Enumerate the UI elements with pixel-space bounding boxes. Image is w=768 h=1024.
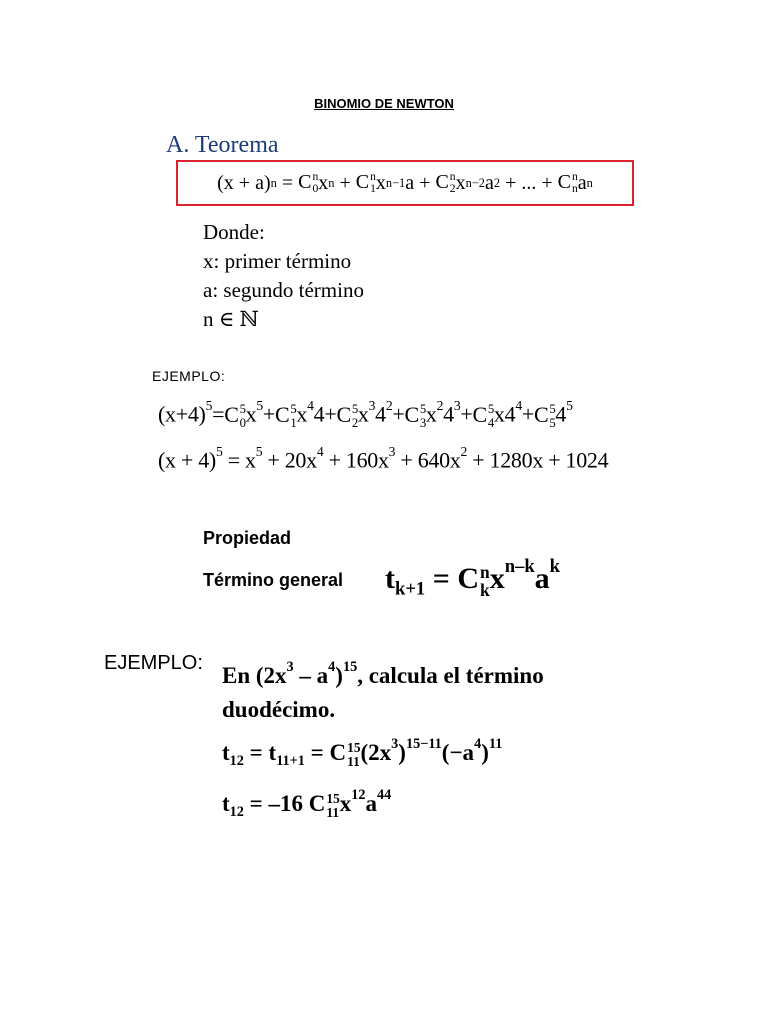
definitions-heading: Donde: [203, 220, 265, 244]
example-2-step-1: $t_{12} = t_{11+1} = C$ 15 11 $(2x^3)^{15-11}(-a^4)^{11}$ [222, 736, 503, 770]
page-title: BINOMIO DE NEWTON [314, 96, 454, 111]
definition-x: x: primer término [203, 249, 352, 273]
definition-a: a: segundo término [203, 278, 364, 302]
general-term-formula: $t_{k+1} = C$ n k $x^{n-k}a^k$ [385, 556, 561, 600]
example-2-step-2: $t_{12} = -16$ C 15 11 $x^{12}a^{44}$ [222, 787, 392, 821]
example-2-statement-cont: duodécimo. [222, 697, 336, 723]
comb-c1: C n 1 [355, 169, 376, 196]
section-title: Teorema [194, 132, 279, 158]
comb-cn: C n n [557, 169, 578, 196]
definition-n: n ∈ ℕ [203, 307, 259, 331]
example-1-expansion: $(x+4)^5=C$ 5 0 $x^5+C$ 5 1 $x^44+C$ 5 2 $x^34^2+C$ 5 3 $x^24^3+C$ 5 4 $x4^4+C$ 5 5 $4^5$ [158, 398, 573, 430]
example-2-content [222, 650, 662, 829]
theorem-formula-box: (x + a) n = C n 0 x n + C n 1 x n−1 a + C n 2 x n−2 a 2 + ... + C n n a n [176, 160, 634, 206]
section-heading [166, 132, 279, 159]
comb-c2: C n 2 [435, 169, 456, 196]
example-2-statement: En $(2x^3 - a^4)^{15}$, calcula el término [222, 659, 544, 689]
example-1-label: EJEMPLO: [152, 368, 226, 384]
property-label: Propiedad [203, 528, 292, 548]
general-term-label: Término general [203, 570, 344, 590]
example-2-label: EJEMPLO: [104, 652, 203, 674]
definitions-block [203, 218, 364, 334]
example-1-result: $(x + 4)^5 = x^5 + 20x^4 + 160x^3 + 640x^2 + 1280x + 1024$ [158, 444, 609, 473]
comb-c0: C n 0 [298, 169, 319, 196]
section-letter: A. [166, 132, 190, 158]
